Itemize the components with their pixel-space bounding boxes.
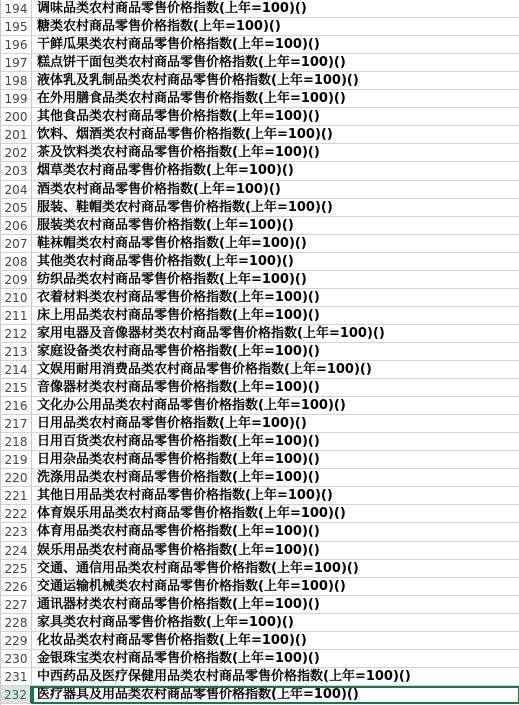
row-header[interactable]: 232 <box>1 686 32 704</box>
cell[interactable]: 服装类农村商品零售价格指数(上年=100)() <box>32 217 519 235</box>
row-header[interactable]: 199 <box>1 90 32 108</box>
row-header[interactable]: 216 <box>1 397 32 415</box>
cell[interactable]: 家庭设备类农村商品零售价格指数(上年=100)() <box>32 343 519 361</box>
row-header[interactable]: 229 <box>1 632 32 650</box>
row-header[interactable]: 212 <box>1 325 32 343</box>
table-row[interactable] <box>1 271 519 289</box>
row-header[interactable]: 220 <box>1 469 32 487</box>
cell[interactable]: 日用百货类农村商品零售价格指数(上年=100)() <box>32 433 519 451</box>
table-row[interactable] <box>1 36 519 54</box>
table-row[interactable] <box>1 217 519 235</box>
table-row[interactable] <box>1 235 519 253</box>
row-header[interactable]: 201 <box>1 126 32 144</box>
row-header[interactable]: 224 <box>1 542 32 560</box>
row-header[interactable]: 214 <box>1 361 32 379</box>
cell[interactable]: 医疗器具及用品类农村商品零售价格指数(上年=100)() <box>32 686 519 704</box>
cell[interactable]: 中西药品及医疗保健用品类农村商品零售价格指数(上年=100)() <box>32 668 519 686</box>
cell[interactable]: 交通、通信用品类农村商品零售价格指数(上年=100)() <box>32 560 519 578</box>
row-header[interactable]: 219 <box>1 451 32 469</box>
row-header[interactable]: 202 <box>1 144 32 162</box>
row-header[interactable]: 195 <box>1 18 32 36</box>
row-header[interactable]: 218 <box>1 433 32 451</box>
cell[interactable]: 化妆品类农村商品零售价格指数(上年=100)() <box>32 632 519 650</box>
table-row[interactable] <box>1 72 519 90</box>
row-header[interactable]: 209 <box>1 271 32 289</box>
table-row[interactable] <box>1 578 519 596</box>
row-header[interactable]: 203 <box>1 162 32 180</box>
table-row[interactable] <box>1 144 519 162</box>
table-row[interactable] <box>1 18 519 36</box>
cell[interactable]: 金银珠宝类农村商品零售价格指数(上年=100)() <box>32 650 519 668</box>
row-header[interactable]: 200 <box>1 108 32 126</box>
table-row[interactable] <box>1 253 519 271</box>
cell[interactable]: 体育用品类农村商品零售价格指数(上年=100)() <box>32 523 519 541</box>
row-header[interactable]: 213 <box>1 343 32 361</box>
cell[interactable]: 纺织品类农村商品零售价格指数(上年=100)() <box>32 271 519 289</box>
table-row[interactable] <box>1 542 519 560</box>
row-header[interactable]: 197 <box>1 54 32 72</box>
table-row[interactable] <box>1 325 519 343</box>
table-row[interactable] <box>1 505 519 523</box>
row-header[interactable]: 206 <box>1 217 32 235</box>
table-row[interactable] <box>1 397 519 415</box>
table-row[interactable] <box>1 686 519 704</box>
table-row[interactable] <box>1 108 519 126</box>
table-row[interactable] <box>1 181 519 199</box>
table-row[interactable] <box>1 668 519 686</box>
cell[interactable]: 日用杂品类农村商品零售价格指数(上年=100)() <box>32 451 519 469</box>
table-row[interactable] <box>1 523 519 541</box>
cell[interactable]: 娱乐用品类农村商品零售价格指数(上年=100)() <box>32 542 519 560</box>
row-header[interactable]: 204 <box>1 181 32 199</box>
cell[interactable]: 调味品类农村商品零售价格指数(上年=100)() <box>32 0 519 18</box>
row-header[interactable]: 228 <box>1 614 32 632</box>
row-header[interactable]: 223 <box>1 523 32 541</box>
cell[interactable]: 日用品类农村商品零售价格指数(上年=100)() <box>32 415 519 433</box>
cell[interactable]: 其他类农村商品零售价格指数(上年=100)() <box>32 253 519 271</box>
table-row[interactable] <box>1 433 519 451</box>
table-row[interactable] <box>1 90 519 108</box>
table-row[interactable] <box>1 54 519 72</box>
cell[interactable]: 家具类农村商品零售价格指数(上年=100)() <box>32 614 519 632</box>
table-row[interactable] <box>1 343 519 361</box>
cell[interactable]: 酒类农村商品零售价格指数(上年=100)() <box>32 181 519 199</box>
table-row[interactable] <box>1 162 519 180</box>
cell[interactable]: 衣着材料类农村商品零售价格指数(上年=100)() <box>32 289 519 307</box>
cell[interactable]: 糕点饼干面包类农村商品零售价格指数(上年=100)() <box>32 54 519 72</box>
table-row[interactable] <box>1 650 519 668</box>
row-header[interactable]: 210 <box>1 289 32 307</box>
row-header[interactable]: 222 <box>1 505 32 523</box>
table-row[interactable] <box>1 379 519 397</box>
cell[interactable]: 洗涤用品类农村商品零售价格指数(上年=100)() <box>32 469 519 487</box>
table-row[interactable] <box>1 451 519 469</box>
row-header[interactable]: 208 <box>1 253 32 271</box>
row-header[interactable]: 231 <box>1 668 32 686</box>
cell[interactable]: 文化办公用品类农村商品零售价格指数(上年=100)() <box>32 397 519 415</box>
table-row[interactable] <box>1 415 519 433</box>
table-row[interactable] <box>1 289 519 307</box>
cell[interactable]: 干鲜瓜果类农村商品零售价格指数(上年=100)() <box>32 36 519 54</box>
table-row[interactable] <box>1 361 519 379</box>
table-row[interactable] <box>1 199 519 217</box>
cell[interactable]: 糖类农村商品零售价格指数(上年=100)() <box>32 18 519 36</box>
row-header[interactable]: 207 <box>1 235 32 253</box>
cell[interactable]: 其他日用品类农村商品零售价格指数(上年=100)() <box>32 487 519 505</box>
cell[interactable]: 茶及饮料类农村商品零售价格指数(上年=100)() <box>32 144 519 162</box>
row-header[interactable]: 227 <box>1 596 32 614</box>
table-row[interactable] <box>1 596 519 614</box>
row-header[interactable]: 225 <box>1 560 32 578</box>
cell[interactable]: 鞋袜帽类农村商品零售价格指数(上年=100)() <box>32 235 519 253</box>
table-row[interactable] <box>1 614 519 632</box>
row-header[interactable]: 215 <box>1 379 32 397</box>
table-row[interactable] <box>1 126 519 144</box>
row-header[interactable]: 194 <box>1 0 32 18</box>
row-header[interactable]: 196 <box>1 36 32 54</box>
cell[interactable]: 家用电器及音像器材类农村商品零售价格指数(上年=100)() <box>32 325 519 343</box>
cell[interactable]: 床上用品类农村商品零售价格指数(上年=100)() <box>32 307 519 325</box>
cell[interactable]: 文娱用耐用消费品类农村商品零售价格指数(上年=100)() <box>32 361 519 379</box>
table-row[interactable] <box>1 632 519 650</box>
cell[interactable]: 通讯器材类农村商品零售价格指数(上年=100)() <box>32 596 519 614</box>
cell[interactable]: 烟草类农村商品零售价格指数(上年=100)() <box>32 162 519 180</box>
table-row[interactable] <box>1 560 519 578</box>
cell[interactable]: 音像器材类农村商品零售价格指数(上年=100)() <box>32 379 519 397</box>
cell[interactable]: 在外用膳食品类农村商品零售价格指数(上年=100)() <box>32 90 519 108</box>
cell[interactable]: 交通运输机械类农村商品零售价格指数(上年=100)() <box>32 578 519 596</box>
cell[interactable]: 服装、鞋帽类农村商品零售价格指数(上年=100)() <box>32 199 519 217</box>
row-header[interactable]: 230 <box>1 650 32 668</box>
row-header[interactable]: 205 <box>1 199 32 217</box>
row-header[interactable]: 211 <box>1 307 32 325</box>
row-header[interactable]: 198 <box>1 72 32 90</box>
table-row[interactable] <box>1 307 519 325</box>
cell[interactable]: 体育娱乐用品类农村商品零售价格指数(上年=100)() <box>32 505 519 523</box>
row-header[interactable]: 217 <box>1 415 32 433</box>
table-row[interactable] <box>1 0 519 18</box>
table-row[interactable] <box>1 487 519 505</box>
cell[interactable]: 其他食品类农村商品零售价格指数(上年=100)() <box>32 108 519 126</box>
cell[interactable]: 液体乳及乳制品类农村商品零售价格指数(上年=100)() <box>32 72 519 90</box>
row-header[interactable]: 226 <box>1 578 32 596</box>
table-row[interactable] <box>1 469 519 487</box>
cell[interactable]: 饮料、烟酒类农村商品零售价格指数(上年=100)() <box>32 126 519 144</box>
row-header[interactable]: 221 <box>1 487 32 505</box>
